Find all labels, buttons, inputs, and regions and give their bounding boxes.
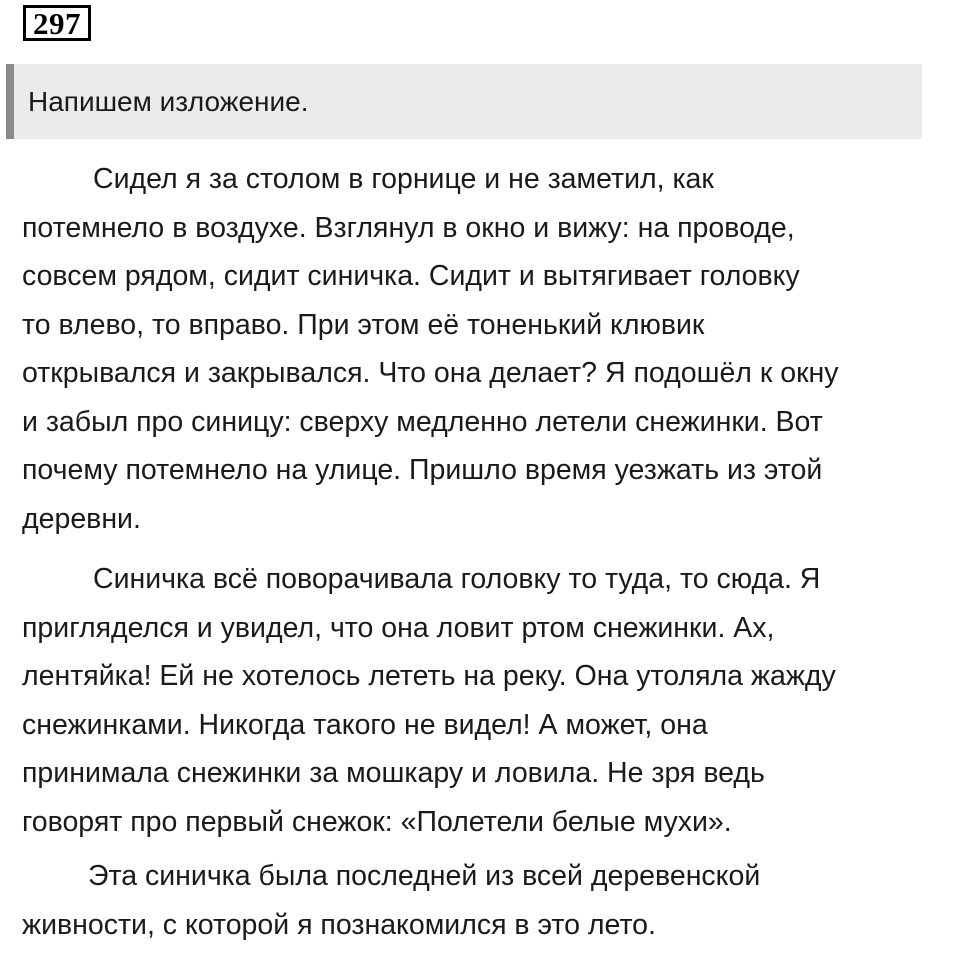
text-line: Эта синичка была последней из всей деревенской [88,860,761,892]
paragraph-1 [22,155,952,543]
text-line: то влево, то вправо. При этом её тоненький клювик [22,308,705,341]
text-line: деревни. [22,502,141,535]
text-line: совсем рядом, сидит синичка. Сидит и вытягивает головку [22,260,800,292]
text-line: снежинками. Никогда такого не видел! А может, она [22,708,708,741]
text-line: почему потемнело на улице. Пришло время уезжать из этой [22,454,823,486]
text-line: Сидел я за столом в горнице и не заметил, как [93,163,714,195]
task-banner [6,64,922,139]
task-instruction: Напишем изложение. [28,86,309,117]
text-line: принимала снежинки за мошкару и ловила. Не зря ведь [22,757,765,789]
text-line: открывался и закрывался. Что она делает? Я подошёл к окну [22,357,839,389]
text-line: пригляделся и увидел, что она ловит ртом снежинки. Ах, [22,611,775,644]
text-line: лентяйка! Ей не хотелось лететь на реку. Она утоляла жажду [22,660,836,692]
text-body [22,155,952,949]
text-line: говорят про первый снежок: «Полетели белые мухи». [22,805,732,838]
paragraph-2 [22,555,952,846]
text-line: живности, с которой я познакомился в это лето. [22,908,656,941]
text-line: и забыл про синицу: сверху медленно летели снежинки. Вот [22,405,823,438]
text-line: потемнело в воздухе. Взглянул в окно и вижу: на проводе, [22,211,795,244]
text-line: Синичка всё поворачивала головку то туда, то сюда. Я [93,563,821,595]
exercise-number: 297 [23,5,91,41]
paragraph-3 [22,852,952,949]
